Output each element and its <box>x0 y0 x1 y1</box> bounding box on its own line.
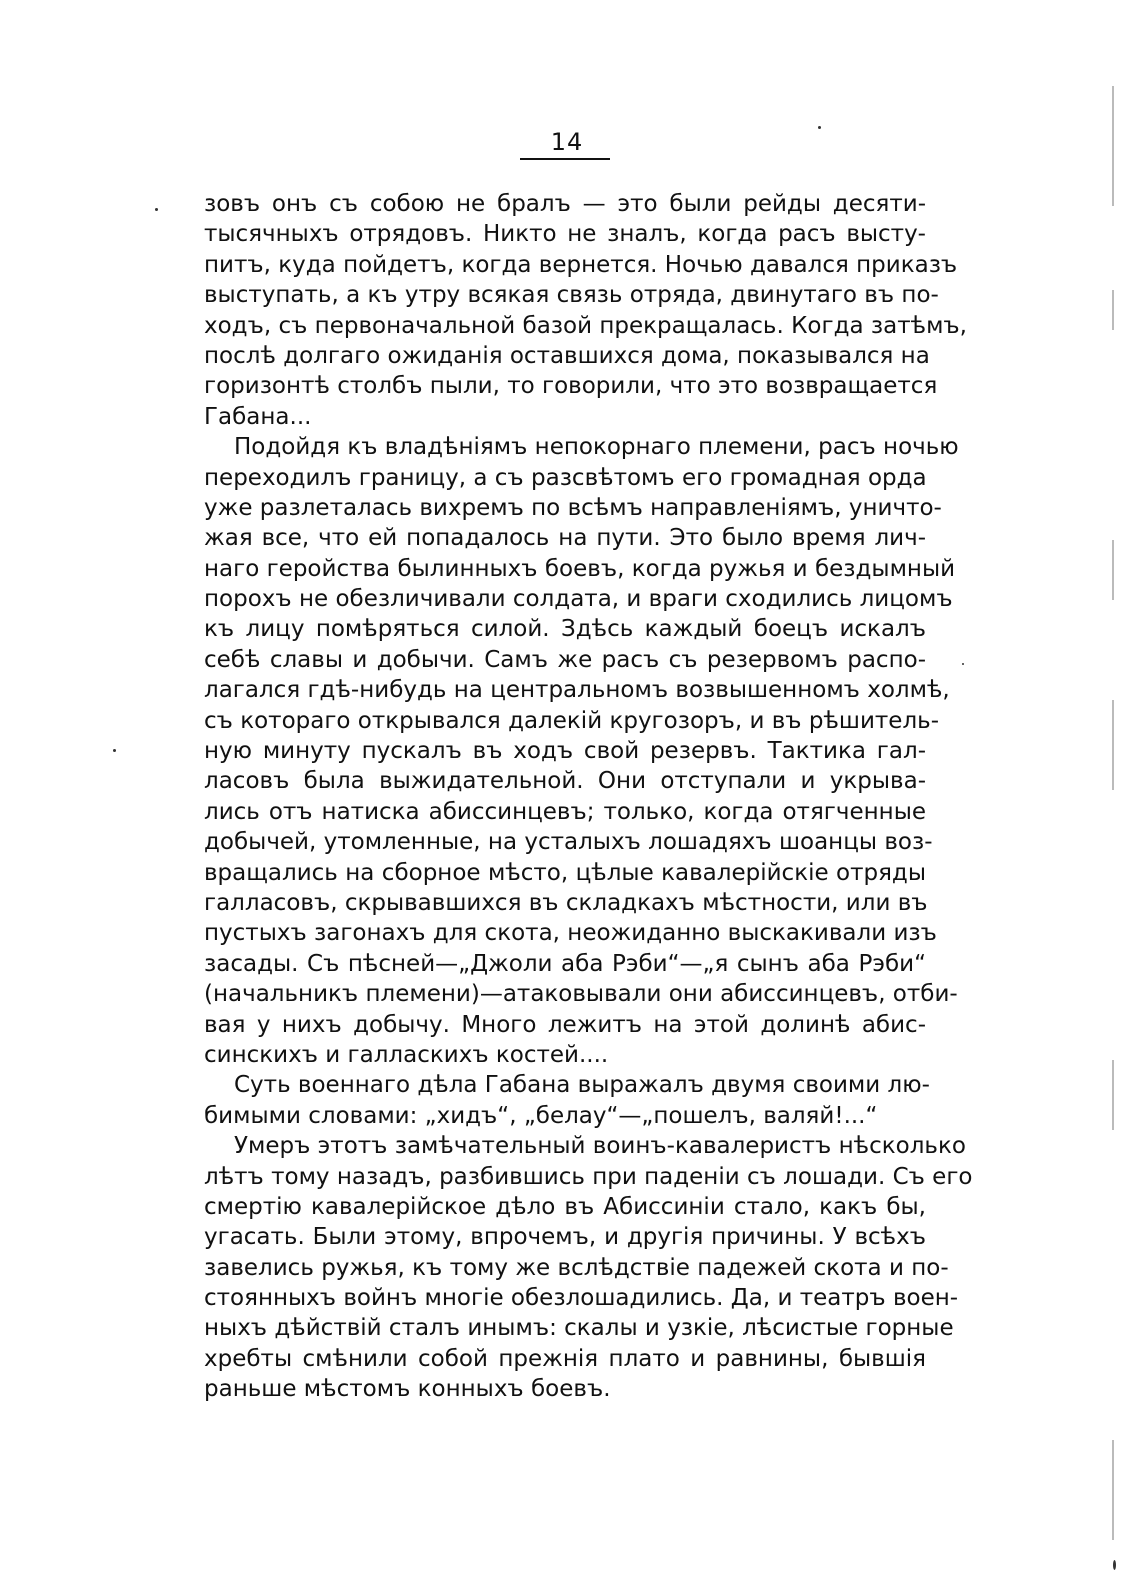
scan-edge-mark <box>1112 290 1114 330</box>
text-line: завелись ружья, къ тому же вслѣдствіе падежей скота и по- <box>204 1254 949 1281</box>
text-line: хребты смѣнили собой прежнія плато и равнины, бывшія <box>204 1345 926 1372</box>
text-line: синскихъ и галласкихъ костей.... <box>204 1041 609 1068</box>
text-line: порохъ не обезличивали солдата, и враги сходились лицомъ <box>204 586 953 613</box>
text-line: жая все, что ей попадалось на пути. Это было время лич- <box>204 525 926 552</box>
paragraph-first-line: Суть военнаго дѣла Габана выражалъ двумя своими лю- <box>234 1072 930 1099</box>
text-line: добычей, утомленные, на усталыхъ лошадяхъ шоанцы воз- <box>204 829 933 856</box>
text-line: смертію кавалерійское дѣло въ Абиссиніи стало, какъ бы, <box>204 1193 926 1220</box>
text-line: ную минуту пускалъ въ ходъ свой резервъ. Тактика гал- <box>204 738 926 765</box>
text-line: наго геройства былинныхъ боевъ, когда ружья и бездымный <box>204 555 956 582</box>
text-line: засады. Съ пѣсней—„Джоли аба Рэби“—„я сынъ аба Рэби“ <box>204 950 926 977</box>
text-line: ласовъ была выжидательной. Они отступали и укрыва- <box>204 768 926 795</box>
scan-edge-mark <box>1112 1060 1114 1130</box>
text-line: съ котораго открывался далекій кругозоръ, и въ рѣшитель- <box>204 707 940 734</box>
text-line: ходъ, съ первоначальной базой прекращалась. Когда затѣмъ, <box>204 312 967 339</box>
page-number: 14 <box>550 128 584 156</box>
text-line: галласовъ, скрывавшихся въ складкахъ мѣстности, или въ <box>204 889 928 916</box>
text-line: вращались на сборное мѣсто, цѣлые кавалерійскіе отряды <box>204 859 926 886</box>
text-line: пустыхъ загонахъ для скота, неожиданно выскакивали изъ <box>204 920 937 947</box>
text-line: къ лицу помѣряться силой. Здѣсь каждый боецъ искалъ <box>204 616 926 643</box>
scan-speck <box>155 208 158 211</box>
page-number-rule <box>520 158 610 160</box>
scan-edge-mark <box>1112 700 1114 790</box>
text-line: уже разлеталась вихремъ по всѣмъ направленіямъ, уничто- <box>204 494 942 521</box>
text-line: себѣ славы и добычи. Самъ же расъ съ резервомъ распо- <box>204 646 926 673</box>
text-line: лись отъ натиска абиссинцевъ; только, когда отягченные <box>204 798 926 825</box>
scan-edge-mark <box>1112 86 1114 206</box>
text-line: питъ, куда пойдетъ, когда вернется. Ночью давался приказъ <box>204 251 958 278</box>
text-line: лѣтъ тому назадъ, разбившись при паденіи съ лошади. Съ его <box>204 1163 973 1190</box>
text-line: послѣ долгаго ожиданія оставшихся дома, показывался на <box>204 342 930 369</box>
paragraph-first-line: Умеръ этотъ замѣчательный воинъ-кавалеристъ нѣсколько <box>234 1133 966 1160</box>
text-line: тысячныхъ отрядовъ. Никто не зналъ, когда расъ высту- <box>204 221 926 248</box>
text-line: лагался гдѣ-нибудь на центральномъ возвышенномъ холмѣ, <box>204 677 950 704</box>
paragraph-first-line: Подойдя къ владѣніямъ непокорнаго племени, расъ ночью <box>234 434 959 461</box>
text-line: (начальникъ племени)—атаковывали они абиссинцевъ, отби- <box>204 981 958 1008</box>
text-line: переходилъ границу, а съ разсвѣтомъ его громадная орда <box>204 464 927 491</box>
scan-speck <box>818 126 821 129</box>
scan-edge-mark <box>1112 1440 1114 1540</box>
scan-speck <box>113 749 116 752</box>
text-line: стоянныхъ войнъ многіе обезлошадились. Да, и театръ воен- <box>204 1285 959 1312</box>
text-line: горизонтѣ столбъ пыли, то говорили, что это возвращается <box>204 373 938 400</box>
text-line: раньше мѣстомъ конныхъ боевъ. <box>204 1376 611 1403</box>
text-line: Габана... <box>204 403 312 430</box>
text-line: угасать. Были этому, впрочемъ, и другія причины. У всѣхъ <box>204 1224 926 1251</box>
text-line: ныхъ дѣйствій сталъ инымъ: скалы и узкіе, лѣсистые горные <box>204 1315 954 1342</box>
body-text <box>204 189 973 1405</box>
scan-speck <box>1113 1560 1116 1570</box>
text-line: выступать, а къ утру всякая связь отряда, двинутаго въ по- <box>204 282 939 309</box>
text-line: вая у нихъ добычу. Много лежитъ на этой долинѣ абис- <box>204 1011 926 1038</box>
scan-edge-mark <box>1112 540 1114 600</box>
scan-speck <box>962 663 964 665</box>
text-line: зовъ онъ съ собою не бралъ — это были рейды десяти- <box>204 191 926 217</box>
text-line: бимыми словами: „хидъ“, „белау“—„пошелъ, валяй!...“ <box>204 1102 878 1129</box>
